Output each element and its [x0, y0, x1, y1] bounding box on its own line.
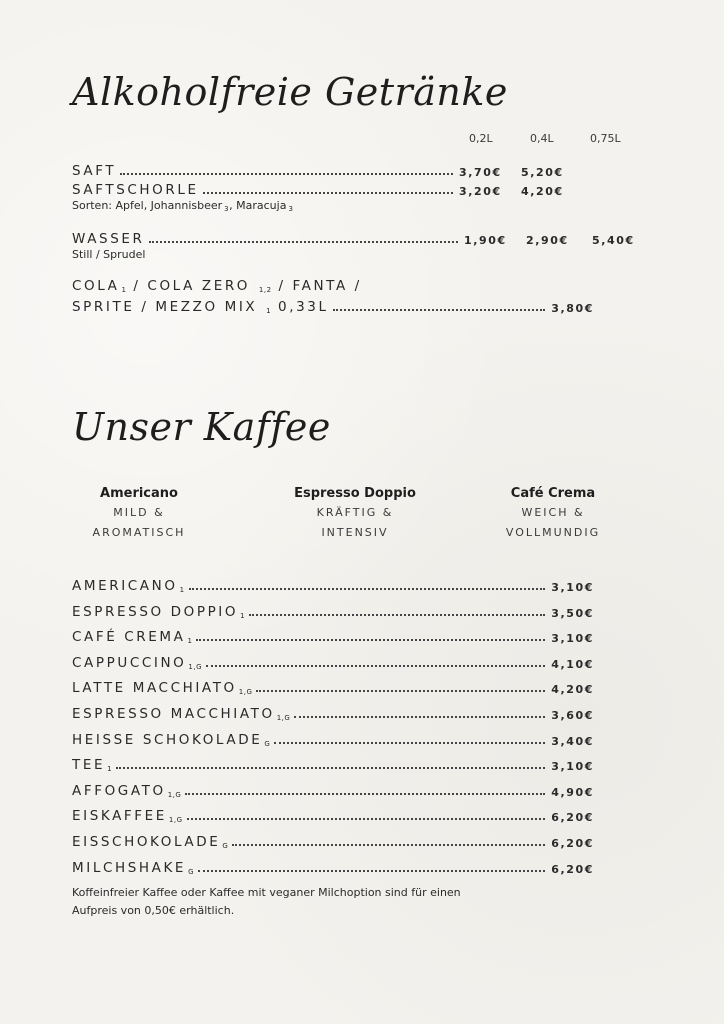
coffee-row [72, 576, 594, 594]
dotted-leader [187, 818, 546, 820]
feature-cafe-crema [468, 486, 638, 541]
dotted-leader [120, 173, 453, 175]
menu-row-wasser [72, 229, 642, 247]
item-name: HEISSE SCHOKOLADE $_G$ [72, 732, 271, 748]
coffee-row [72, 704, 594, 722]
coffee-row [72, 678, 594, 696]
item-name: CAPPUCCINO $_{1,G}$ [72, 655, 202, 671]
feature-americano [54, 486, 224, 541]
price: 6,20€ [551, 811, 594, 824]
feature-desc: VOLLMUNDIG [505, 526, 601, 539]
coffee-row [72, 730, 594, 748]
dotted-leader [185, 793, 545, 795]
size-header-02: 0,2L [469, 132, 493, 145]
dotted-leader [206, 665, 545, 667]
dotted-leader [116, 767, 545, 769]
coffee-row [72, 832, 594, 850]
dotted-leader [274, 742, 545, 744]
menu-row-saft [72, 161, 577, 179]
coffee-row [72, 653, 594, 671]
price: 6,20€ [551, 863, 594, 876]
price: 6,20€ [551, 837, 594, 850]
feature-desc: MILD & [113, 506, 165, 519]
footnote: Koffeinfreier Kaffee oder Kaffee mit veganer Milchoption sind für einen Aufpreis von 0,50€ erhältlich. [72, 886, 461, 917]
feature-desc: INTENSIV [321, 526, 389, 539]
item-name: CAFÉ CREMA $_1$ [72, 629, 193, 645]
coffee-row [72, 602, 594, 620]
size-header-075: 0,75L [590, 132, 621, 145]
item-name: EISSCHOKOLADE $_G$ [72, 834, 229, 850]
dotted-leader [333, 309, 546, 311]
price-04: 4,20€ [521, 185, 564, 198]
section-title-alkoholfrei: Alkoholfreie Getränke [72, 70, 508, 114]
coffee-row [72, 755, 594, 773]
price: 3,80€ [551, 302, 594, 315]
feature-desc: AROMATISCH [92, 526, 186, 539]
menu-row-softdrinks-line1: COLA $_1$ / COLA ZERO $_{1,2}$ / FANTA / [72, 278, 362, 294]
price-04: 5,20€ [521, 166, 564, 179]
feature-desc: KRÄFTIG & [316, 506, 394, 519]
coffee-row [72, 806, 594, 824]
price: 3,10€ [551, 632, 594, 645]
price-075: 5,40€ [592, 234, 635, 247]
item-name: EISKAFFEE $_{1,G}$ [72, 808, 183, 824]
price-02: 3,20€ [459, 185, 502, 198]
price: 3,40€ [551, 735, 594, 748]
price-02: 3,70€ [459, 166, 502, 179]
price: 4,90€ [551, 786, 594, 799]
dotted-leader [189, 588, 546, 590]
dotted-leader [196, 639, 545, 641]
item-name: SAFT [72, 163, 117, 179]
item-name: LATTE MACCHIATO $_{1,G}$ [72, 680, 253, 696]
price: 4,20€ [551, 683, 594, 696]
item-name: MILCHSHAKE $_G$ [72, 860, 195, 876]
menu-row-saftschorle [72, 180, 577, 198]
dotted-leader [294, 716, 545, 718]
feature-title: Café Crema [510, 486, 596, 501]
item-name: TEE $_1$ [72, 757, 113, 773]
item-name: ESPRESSO DOPPIO $_1$ [72, 604, 246, 620]
feature-espresso-doppio [270, 486, 440, 541]
dotted-leader [256, 690, 545, 692]
coffee-row [72, 858, 594, 876]
dotted-leader [149, 241, 459, 243]
section-title-kaffee: Unser Kaffee [72, 405, 331, 449]
feature-title: Americano [100, 486, 178, 501]
price: 4,10€ [551, 658, 594, 671]
price: 3,10€ [551, 760, 594, 773]
dotted-leader [198, 870, 545, 872]
item-name: ESPRESSO MACCHIATO $_{1,G}$ [72, 706, 291, 722]
coffee-row [72, 627, 594, 645]
dotted-leader [249, 614, 545, 616]
item-name: SAFTSCHORLE [72, 182, 199, 198]
menu-row-softdrinks-line2: SPRITE / MEZZO MIX $_1$ 0,33L 3,80€ [72, 299, 594, 315]
price-04: 2,90€ [526, 234, 569, 247]
feature-title: Espresso Doppio [294, 486, 416, 501]
size-header-04: 0,4L [530, 132, 554, 145]
feature-desc: WEICH & [521, 506, 585, 519]
dotted-leader [232, 844, 545, 846]
coffee-row [72, 781, 594, 799]
price: 3,50€ [551, 607, 594, 620]
item-name: WASSER [72, 231, 145, 247]
price: 3,10€ [551, 581, 594, 594]
price-02: 1,90€ [464, 234, 507, 247]
saftschorle-note: Sorten: Apfel, Johannisbeer $_3$, Maracuja $_3$ [72, 199, 294, 213]
price: 3,60€ [551, 709, 594, 722]
item-name: AMERICANO $_1$ [72, 578, 185, 594]
dotted-leader [203, 192, 453, 194]
wasser-note: Still / Sprudel [72, 248, 146, 261]
item-name: AFFOGATO $_{1,G}$ [72, 783, 182, 799]
